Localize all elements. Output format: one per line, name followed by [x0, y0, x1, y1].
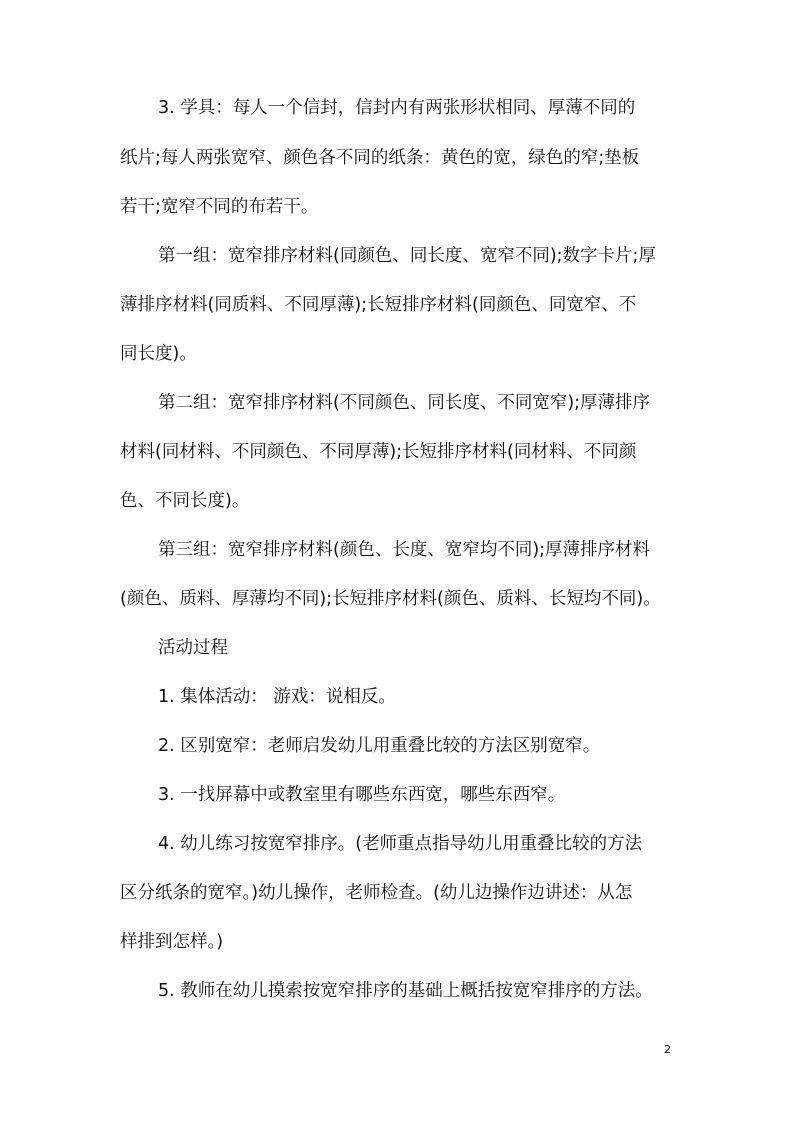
text-line-17: 区分纸条的宽窄。)幼儿操作，老师检查。(幼儿边操作边讲述：从怎 [120, 883, 633, 903]
page-number: 2 [664, 1043, 671, 1056]
text-line-14: 2. 区别宽窄：老师启发幼儿用重叠比较的方法区别宽窄。 [158, 736, 601, 756]
section-heading: 活动过程 [158, 638, 228, 658]
text-line-1: 3. 学具：每人一个信封，信封内有两张形状相同、厚薄不同的 [158, 98, 636, 118]
text-line-7: 第二组：宽窄排序材料(不同颜色、同长度、不同宽窄);厚薄排序 [158, 393, 651, 413]
text-line-19: 5. 教师在幼儿摸索按宽窄排序的基础上概括按宽窄排序的方法。 [158, 981, 653, 1001]
text-line-10: 第三组：宽窄排序材料(颜色、长度、宽窄均不同);厚薄排序材料 [158, 540, 651, 560]
text-line-8: 材料(同材料、不同颜色、不同厚薄);长短排序材料(同材料、不同颜 [120, 442, 637, 462]
text-line-6: 同长度)。 [120, 344, 197, 364]
text-line-15: 3. 一找屏幕中或教室里有哪些东西宽，哪些东西窄。 [158, 785, 566, 805]
text-line-4: 第一组：宽窄排序材料(同颜色、同长度、宽窄不同);数字卡片;厚 [158, 246, 656, 266]
text-line-9: 色、不同长度)。 [120, 491, 250, 511]
text-line-18: 样排到怎样。) [120, 932, 224, 952]
text-line-2: 纸片;每人两张宽窄、颜色各不同的纸条：黄色的宽，绿色的窄;垫板 [120, 148, 640, 168]
text-line-3: 若干;宽窄不同的布若干。 [120, 197, 319, 217]
text-line-11: (颜色、质料、厚薄均不同);长短排序材料(颜色、质料、长短均不同)。 [120, 589, 661, 609]
text-line-5: 薄排序材料(同质料、不同厚薄);长短排序材料(同颜色、同宽窄、不 [120, 295, 637, 315]
text-line-16: 4. 幼儿练习按宽窄排序。(老师重点指导幼儿用重叠比较的方法 [158, 834, 643, 854]
text-line-13: 1. 集体活动： 游戏：说相反。 [158, 687, 396, 707]
